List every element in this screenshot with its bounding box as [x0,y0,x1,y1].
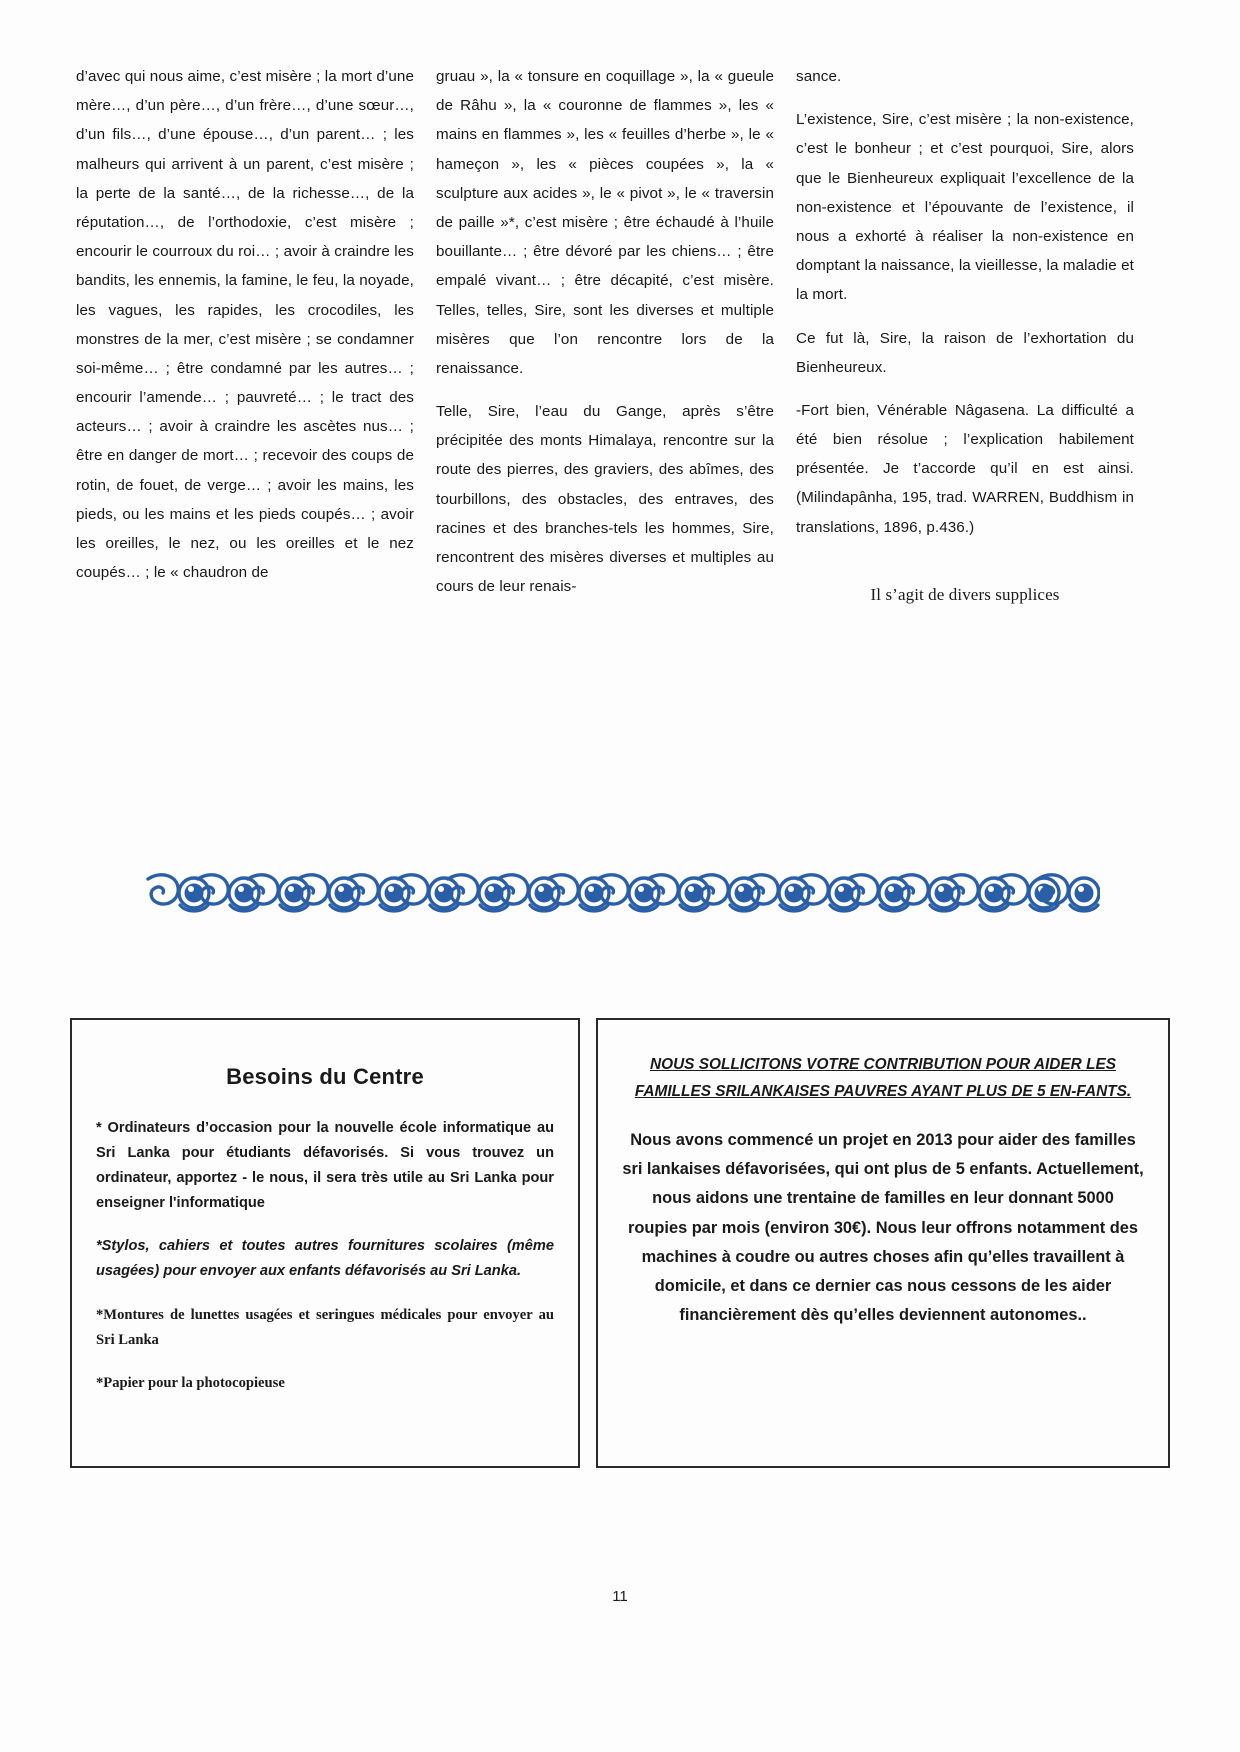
box-contribution-appeal [596,1018,1170,1468]
box-headline: NOUS SOLLICITONS VOTRE CONTRIBUTION POUR AIDER LES FAMILLES SRILANKAISES PAUVRES AYANT PLUS DE 5 EN-FANTS. [634,1056,1132,1100]
paragraph-citation: -Fort bien, Vénérable Nâgasena. La difficulté a été bien résolue ; l’explication habilement présentée. Je t’accorde qu’il en est ainsi. (Milindapânha, 195, trad. WARREN, Buddhism in translations, 1896, p.436.) [796,401,1134,536]
box-besoins-du-centre [70,1018,580,1468]
box-body: Nous avons commencé un projet en 2013 pour aider des familles sri lankaises défavorisées, qui ont plus de 5 enfants. Actuellement, nous aidons une trentaine de familles en leur donnant 5000 roupies par mois (environ 30€). Nous leur offrons notamment des machines à coudre ou autres choses afin qu’elles travaillent à domicile, et dans ce dernier cas nous cessons de les aider financièrement dès qu’elles deviennent autonomes.. [622,1130,1144,1325]
box-item: *Stylos, cahiers et toutes autres fournitures scolaires (même usagées) pour envoyer aux enfants défavorisés au Sri Lanka. [96,1238,554,1280]
spiral-ornament-row-icon [140,865,1100,919]
paragraph: Ce fut là, Sire, la raison de l’exhortation du Bienheureux. [796,329,1134,376]
text-column-2 [436,62,774,607]
decorative-divider [0,862,1240,922]
article-columns [76,62,1166,607]
text-column-3 [796,62,1134,607]
box-item: *Montures de lunettes usagées et seringues médicales pour envoyer au Sri Lanka [96,1306,554,1348]
box-item: *Papier pour la photocopieuse [96,1374,285,1391]
box-title: Besoins du Centre [226,1064,424,1089]
text-column-1 [76,62,414,607]
page-number: 11 [612,1588,628,1605]
paragraph: sance. [796,68,842,85]
paragraph: Telle, Sire, l’eau du Gange, après s’être précipitée des monts Himalaya, rencontre sur la route des pierres, des graviers, des abîmes, des tourbillons, des obstacles, des entraves, des racines et des branches-tels les hommes, Sire, rencontrent des misères diverses et multiples au cours de leur renais- [436,403,774,596]
paragraph: d’avec qui nous aime, c’est misère ; la mort d’une mère…, d’un père…, d’un frère…, d’une sœur…, d’un fils…, d’une épouse…, d’un parent… ; les malheurs qui arrivent à un parent, c’est misère ; la perte de la santé…, de la richesse…, de la réputation…, de l’orthodoxie, c’est misère ; encourir le courroux du roi… ; avoir à craindre les bandits, les ennemis, la famine, le feu, la noyade, les vagues, les rapides, les crocodiles, les monstres de la mer, c’est misère ; se condamner soi-même… ; être condamné par les autres… ; encourir l’amende… ; pauvreté… ; le tract des acteurs… ; avoir à craindre les ascètes nus… ; être en danger de mort… ; recevoir des coups de rotin, de fouet, de verge… ; avoir les mains, les pieds, ou les mains et les pieds coupés… ; avoir les oreilles, le nez, ou les oreilles et le nez coupés… ; le « chaudron de [76,68,414,582]
info-boxes [70,1018,1170,1468]
handwritten-annotation: Il s’agit de divers supplices [870,584,1060,604]
paragraph: L’existence, Sire, c’est misère ; la non-existence, c’est le bonheur ; et c’est pourquoi, Sire, alors que le Bienheureux expliquait l’excellence de la non-existence et l’épouvante de l’existence, il nous a exhorté à réaliser la non-existence en domptant la naissance, la vieillesse, la maladie et la mort. [796,111,1134,304]
paragraph: gruau », la « tonsure en coquillage », la « gueule de Râhu », la « couronne de flammes », les « mains en flammes », les « feuilles d’herbe », le « hameçon », les « pièces coupées », la « sculpture aux acides », le « pivot », le « traversin de paille »*, c’est misère ; être échaudé à l’huile bouillante… ; être dévoré par les chiens… ; être empalé vivant… ; être décapité, c’est misère. Telles, telles, Sire, sont les diverses et multiple misères que l’on rencontre lors de la renaissance. [436,68,774,377]
box-item: * Ordinateurs d’occasion pour la nouvelle école informatique au Sri Lanka pour étudiants défavorisés. Si vous trouvez un ordinateur, apportez - le nous, il sera très utile au Sri Lanka pour enseigner l'informatique [96,1120,554,1212]
